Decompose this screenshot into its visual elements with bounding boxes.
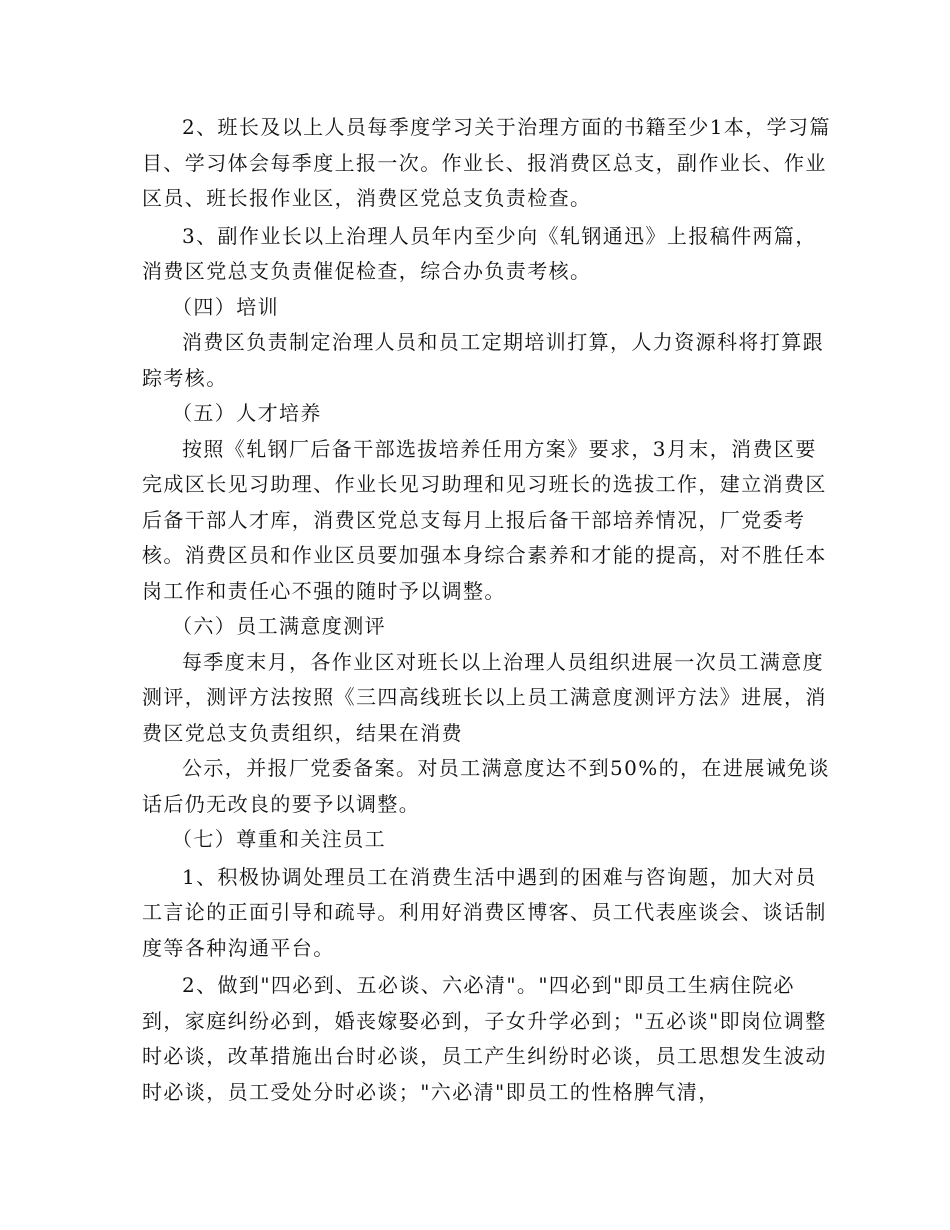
section-heading-talent: （五）人才培养 <box>172 401 322 425</box>
paragraph-manuscripts: 3、副作业长以上治理人员年内至少向《轧钢通迅》上报稿件两篇，消费区党总支负责催促检查，综合办负责考核。 <box>142 223 817 283</box>
section-heading-respect: （七）尊重和关注员工 <box>172 827 386 851</box>
paragraph-training: 消费区负责制定治理人员和员工定期培训打算，人力资源科将打算跟踪考核。 <box>142 330 824 390</box>
paragraph-satisfaction: 每季度末月，各作业区对班长以上治理人员组织进展一次员工满意度测评，测评方法按照《三四高线班长以上员工满意度测评方法》进展，消费区党总支负责组织，结果在消费 <box>142 649 827 745</box>
paragraph-study-books: 2、班长及以上人员每季度学习关于治理方面的书籍至少1本，学习篇目、学习体会每季度上报一次。作业长、报消费区总支，副作业长、作业区员、班长报作业区，消费区党总支负责检查。 <box>142 115 831 210</box>
section-heading-training: （四）培训 <box>172 294 279 319</box>
paragraph-talent: 按照《轧钢厂后备干部选拔培养任用方案》要求，3月末，消费区要完成区长见习助理、作业长见习助理和见习班长的选拔工作，建立消费区后备干部人才库，消费区党总支每月上报后备干部培养情况，厂党委考核。消费区员和作业区员要加强本身综合素养和才能的提高，对不胜任本岗工作和责任心不强的随时予以调整。 <box>142 436 827 603</box>
paragraph-four-five-six: 2、做到"四必到、五必谈、六必清"。"四必到"即员工生病住院必到，家庭纠纷必到，婚丧嫁娶必到，子女升学必到；"五必谈"即岗位调整时必谈，改革措施出台时必谈，员工产生纠纷时必谈，员工思想发生波动时必谈，员工受处分时必谈；"六必清"即员工的性格脾气清， <box>142 973 827 1104</box>
paragraph-satisfaction-cont: 公示，并报厂党委备案。对员工满意度达不到50%的，在进展诫免谈话后仍无改良的要予以调整。 <box>142 756 830 816</box>
document-body <box>142 110 832 1110</box>
paragraph-coordination: 1、积极协调处理员工在消费生活中遇到的困难与咨询题，加大对员工言论的正面引导和疏导。利用好消费区博客、员工代表座谈会、谈话制度等各种沟通平台。 <box>142 864 827 960</box>
section-heading-satisfaction: （六）员工满意度测评 <box>172 614 386 638</box>
